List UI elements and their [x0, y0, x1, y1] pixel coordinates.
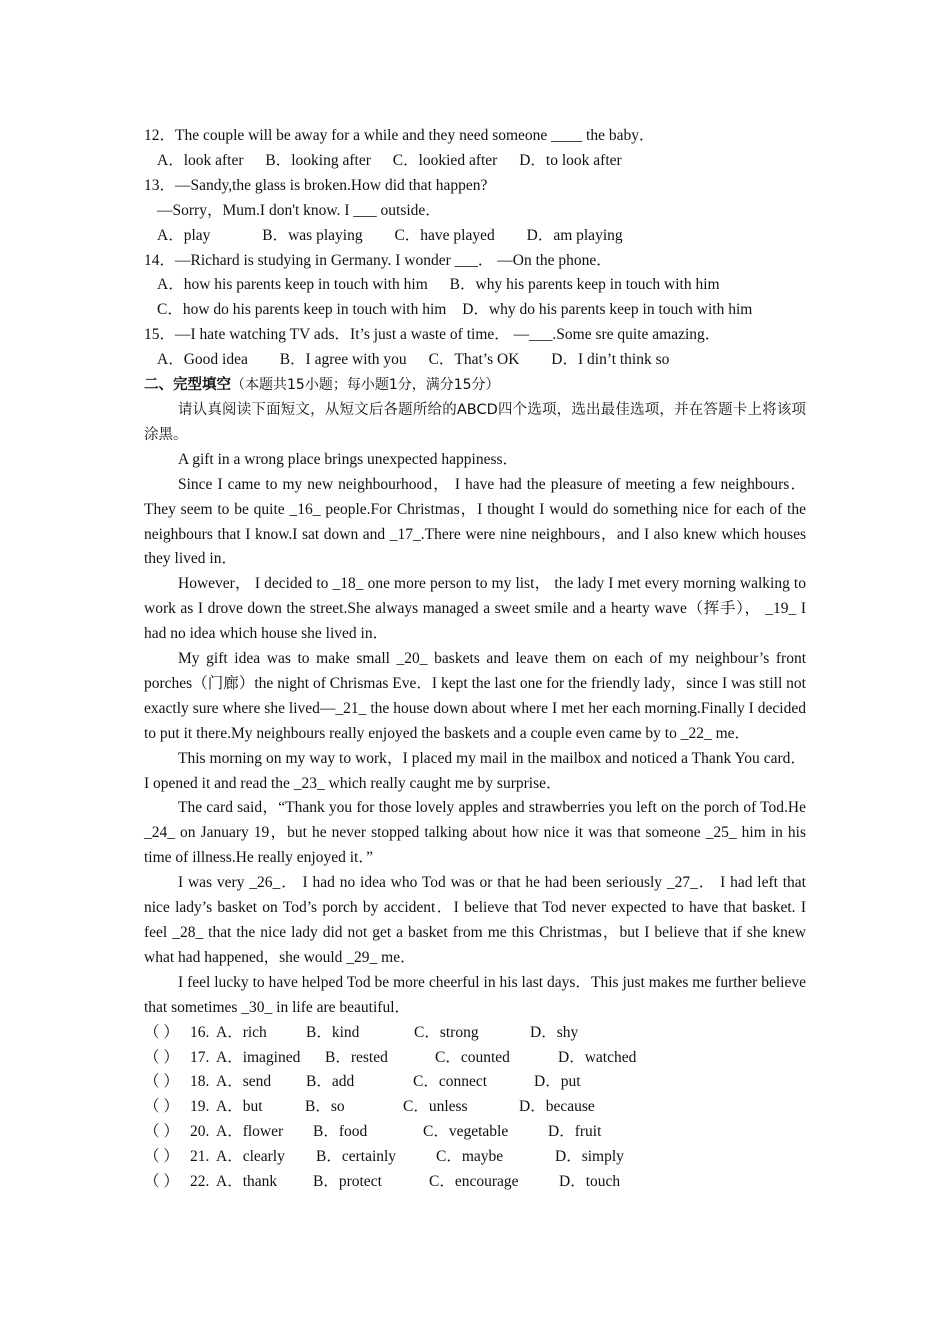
- option-c: C．counted: [435, 1048, 510, 1066]
- option-b: B．add: [306, 1073, 355, 1091]
- option-d: D．am playing: [526, 226, 623, 244]
- section-2-heading: [144, 373, 806, 398]
- passage-paragraph: The card said，“Thank you for those lovely apples and strawberries you left on the porch of Tod.He _24_ on January 19，but he never stopped talking about how nice it was that someone _25_ him in his time of illness.He really enjoyed it．”: [144, 799, 806, 867]
- choice-number: 19.: [190, 1098, 210, 1116]
- option-b: B．looking after: [265, 151, 371, 169]
- option-b: B．kind: [306, 1023, 360, 1041]
- option-d: D．watched: [558, 1048, 637, 1066]
- answer-bracket: （ ）: [144, 1098, 179, 1116]
- option-c: C．encourage: [429, 1173, 519, 1191]
- option-b: B．protect: [313, 1173, 382, 1191]
- question-13-options: [144, 224, 806, 249]
- option-a: A．how his parents keep in touch with him: [157, 276, 428, 294]
- option-c: C．That’s OK: [428, 351, 520, 369]
- choice-number: 17.: [190, 1048, 210, 1066]
- passage-paragraph: Since I came to my new neighbourhood， I have had the pleasure of meeting a few neighbours．They seem to be quite _16_ people.For Christmas，I thought I would do something nice for each of the neighbours that I know.I sat down and _17_.There were nine neighbours，and I also knew which houses they lived in．: [144, 475, 806, 568]
- option-b: B．so: [305, 1098, 345, 1116]
- option-c: C．unless: [403, 1098, 468, 1116]
- choice-number: 20.: [190, 1123, 210, 1141]
- question-13-stem-reply: —Sorry，Mum.I don't know. I ___ outside．: [157, 201, 441, 219]
- question-14-options-row2: [144, 298, 806, 323]
- option-a: A．thank: [216, 1173, 278, 1191]
- option-c: C．how do his parents keep in touch with him: [157, 301, 447, 319]
- section-instruction: 请认真阅读下面短文，从短文后各题所给的ABCD四个选项，选出最佳选项，并在答题卡上将该项涂黑。: [144, 401, 806, 443]
- answer-bracket: （ ）: [144, 1073, 179, 1091]
- choice-row-18: [144, 1070, 806, 1095]
- section-title: 二、完型填空: [144, 377, 231, 394]
- option-d: D．put: [534, 1073, 581, 1091]
- option-b: B．rested: [325, 1048, 388, 1066]
- question-15-stem: 15．—I hate watching TV ads．It’s just a waste of time． —___.Some sre quite amazing．: [144, 326, 721, 344]
- option-c: C．vegetable: [423, 1123, 509, 1141]
- choice-row-16: [144, 1021, 806, 1046]
- option-a: A．Good idea: [157, 351, 248, 369]
- option-c: C．strong: [414, 1023, 479, 1041]
- question-15-options: [144, 348, 806, 373]
- option-d: D．to look after: [519, 151, 622, 169]
- option-a: A．look after: [157, 151, 244, 169]
- choice-row-22: [144, 1170, 806, 1195]
- answer-bracket: （ ）: [144, 1148, 179, 1166]
- option-d: D．because: [519, 1098, 595, 1116]
- passage-title-line: A gift in a wrong place brings unexpected happiness．: [178, 450, 519, 468]
- option-b: B．food: [313, 1123, 368, 1141]
- answer-bracket: （ ）: [144, 1048, 179, 1066]
- option-b: B．was playing: [262, 226, 363, 244]
- choice-number: 22.: [190, 1173, 210, 1191]
- option-c: C．connect: [413, 1073, 488, 1091]
- option-c: C．maybe: [436, 1148, 504, 1166]
- choice-number: 16.: [190, 1023, 210, 1041]
- choice-row-20: [144, 1120, 806, 1145]
- passage-paragraph: However， I decided to _18_ one more person to my list， the lady I met every morning walking to work as I drove down the street.She always managed a sweet smile and a hearty wave（挥手）， _19_ I had no idea which house she lived in．: [144, 575, 806, 643]
- passage-paragraph: I was very _26_． I had no idea who Tod was or that he had been seriously _27_． I had left that nice lady’s basket on Tod’s porch by accident．I believe that Tod never expected to have that basket. I feel _28_ that the nice lady did not get a basket from me this Christmas，but I believe that if she knew what had happened，she would _29_ me．: [144, 874, 806, 966]
- option-a: A．but: [216, 1098, 263, 1116]
- option-b: B．why his parents keep in touch with him: [449, 276, 720, 294]
- option-a: A．play: [157, 226, 211, 244]
- answer-bracket: （ ）: [144, 1023, 179, 1041]
- answer-bracket: （ ）: [144, 1173, 179, 1191]
- option-d: D．simply: [555, 1148, 624, 1166]
- exam-page: [144, 124, 806, 1195]
- passage-paragraph: This morning on my way to work，I placed my mail in the mailbox and noticed a Thank You card．I opened it and read the _23_ which really caught me by surprise．: [144, 749, 806, 792]
- choice-number: 21.: [190, 1148, 210, 1166]
- section-note: （本题共15小题；每小题1分，满分15分）: [231, 377, 500, 394]
- option-d: D．why do his parents keep in touch with him: [462, 301, 753, 319]
- option-c: C．have played: [394, 226, 495, 244]
- question-14-stem: 14．—Richard is studying in Germany. I wonder ___． —On the phone．: [144, 251, 612, 269]
- option-b: B．certainly: [316, 1148, 397, 1166]
- choice-row-19: [144, 1095, 806, 1120]
- option-d: D．touch: [559, 1173, 621, 1191]
- answer-bracket: （ ）: [144, 1123, 179, 1141]
- option-a: A．imagined: [216, 1048, 301, 1066]
- choice-number: 18.: [190, 1073, 210, 1091]
- choice-row-21: [144, 1145, 806, 1170]
- option-d: D．fruit: [548, 1123, 602, 1141]
- option-b: B．I agree with you: [279, 351, 407, 369]
- option-a: A．rich: [216, 1023, 267, 1041]
- option-d: D．shy: [530, 1023, 579, 1041]
- option-d: D．I din’t think so: [551, 351, 670, 369]
- passage-paragraph: My gift idea was to make small _20_ baskets and leave them on each of my neighbour’s front porches（门廊）the night of Chrismas Eve．I kept the last one for the friendly lady，since I was still not exactly sure where she lived—_21_ the house down about where I met her each morning.Finally I decided to put it there.My neighbours really enjoyed the baskets and a couple even came by to _22_ me．: [144, 650, 806, 742]
- option-a: A．clearly: [216, 1148, 285, 1166]
- option-a: A．send: [216, 1073, 272, 1091]
- option-c: C．lookied after: [392, 151, 498, 169]
- choice-row-17: [144, 1046, 806, 1071]
- passage-paragraph: I feel lucky to have helped Tod be more cheerful in his last days．This just makes me further believe that sometimes _30_ in life are beautiful．: [144, 973, 806, 1016]
- question-13-stem: 13．—Sandy,the glass is broken.How did that happen?: [144, 176, 488, 194]
- question-12-stem: 12．The couple will be away for a while and they need someone ____ the baby．: [144, 127, 655, 144]
- question-12-options: [144, 149, 806, 174]
- question-14-options-row1: [144, 273, 806, 298]
- option-a: A．flower: [216, 1123, 284, 1141]
